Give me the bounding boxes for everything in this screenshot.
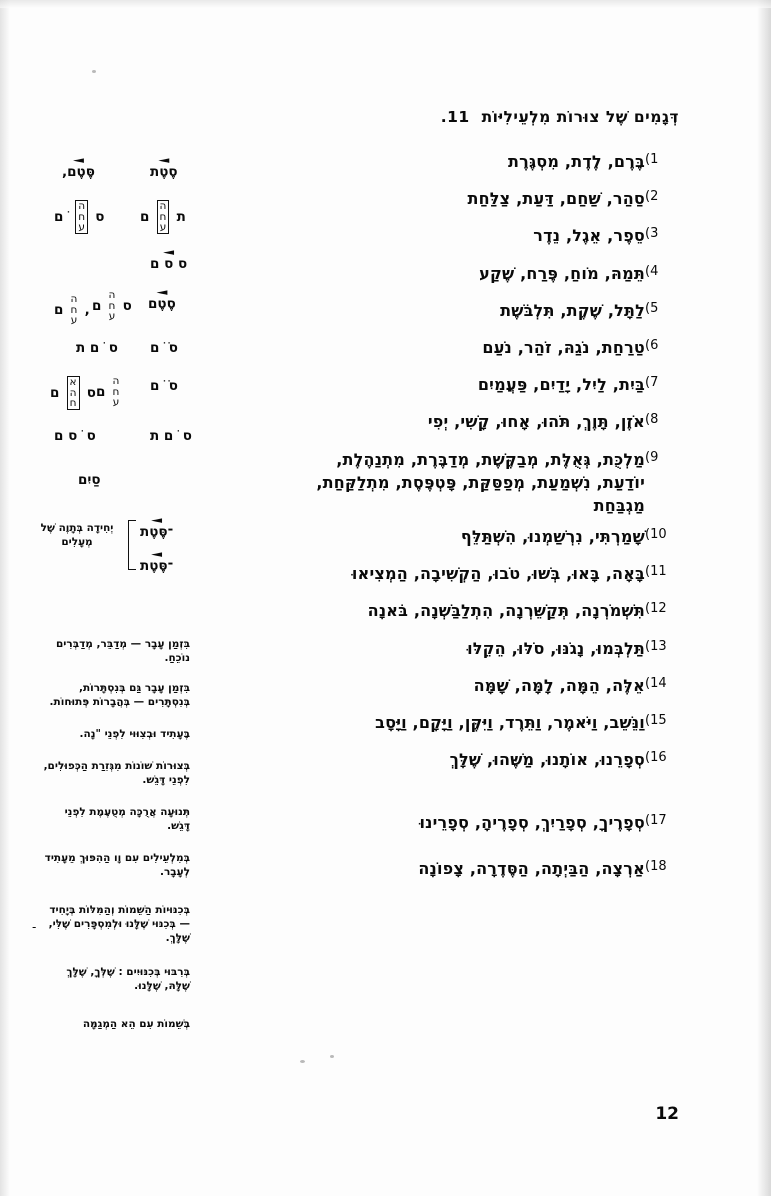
paradigm-form: ס ס ם	[150, 256, 188, 272]
caret-icon: ◄	[158, 156, 170, 166]
paradigm-form: סֶטֶם	[148, 296, 176, 312]
entry-index: (4	[645, 263, 659, 279]
page-number: 12	[655, 1104, 679, 1124]
entry-text: סַהַר, שַׁחַם, דַּעַת, צַלַּחַת	[467, 189, 645, 209]
entry-index: (8	[645, 412, 659, 428]
paradigm-group-2	[54, 200, 104, 234]
entry-index: (16	[645, 750, 667, 766]
paradigm-form: סַיִם	[78, 472, 101, 488]
caret-icon: ◄	[151, 516, 163, 526]
section-heading	[441, 108, 679, 126]
paradigm-form: ם	[54, 301, 64, 318]
paradigm-group-7	[150, 428, 192, 444]
paradigm-form: ס	[86, 384, 96, 401]
paradigm-group-2b	[140, 200, 186, 234]
entry-line-3: מַגְבַּחַת	[593, 495, 645, 515]
list-item	[209, 562, 679, 585]
paradigm-form: ֹ ם	[54, 208, 69, 225]
entry-list	[209, 150, 679, 894]
paradigm-group-8	[78, 472, 101, 488]
list-item	[209, 674, 679, 697]
paradigm-group-4c	[54, 294, 90, 326]
entry-index: (18	[645, 858, 667, 874]
entry-text: אֹזֶן, תָּוֶךְ, תֹּהוּ, אָחוּ, קָשִׁי, יְפִי	[427, 412, 645, 432]
entry-text: סְפָרֶיךָ, סְפָרַיִךְ, סְפָרֶיהָ, סְפָרֵינוּ	[419, 813, 645, 833]
margin-note: בְּכִנּוּיוֹת הַשֵּׁמוֹת וְהַמִּלּוֹת בְּיָחִיד — בְּכִנּוּי שֶׁלָּנוּ וּלְמִסְפָּרִים שֶׁלִּי, שֶׁלָּךְ.	[48, 904, 190, 944]
paradigm-form: סֶּטֶם,	[62, 164, 95, 180]
margin-note: בִּזְמַן עָבָר גַּם בְּנִסְתָּרוֹת, בְּנִסְתָּרִים — בְּהֲבָרוֹת פְּתוּחוֹת.	[49, 682, 190, 708]
entry-text: שָׁמַרְתִּי, נִרְשַׁמְנוּ, הִשְׁתַּלֵּף	[460, 527, 645, 547]
paradigm-group-4b	[92, 290, 132, 322]
paradigm-form: ם	[50, 384, 60, 401]
paradigm-form: ,	[84, 301, 90, 318]
entry-text: בָּאָה, בָּאוּ, בְּשׁוּ, טֹבוּ, הַקְשִׁיבָה, הַמְצִיאוּ	[351, 564, 645, 584]
paradigm-group-6c	[50, 376, 96, 410]
paradigm-form: ת	[176, 208, 186, 225]
list-item	[209, 448, 679, 518]
list-item	[209, 187, 679, 210]
entry-text: סְפָרֵנוּ, אוֹתָנוּ, מַשֶּׁהוּ, שֶׁלָּךְ	[449, 750, 645, 770]
list-item	[209, 857, 679, 880]
margin-note: בְּמִלְעֵילִים עִם וָו הַהִפּוּךְ מֵעָתִיד לְעָבָר.	[44, 852, 190, 878]
list-item	[209, 150, 679, 173]
paradigm-col: ה ח ע	[112, 375, 120, 408]
paradigm-form: ם	[92, 297, 102, 314]
paradigm-form: ם	[140, 208, 150, 225]
paradigm-group-1	[150, 158, 178, 180]
paradigm-box: ה ח ע	[75, 200, 88, 234]
paradigm-form: סֶטֶת	[150, 164, 178, 180]
entry-index: (17	[645, 813, 667, 829]
caret-icon: ◄	[72, 156, 84, 166]
list-item	[209, 525, 679, 548]
paradigm-group-5b	[76, 340, 118, 356]
list-item	[209, 599, 679, 622]
list-item	[209, 410, 679, 433]
entry-text: טַרַחַת, נֹגַהּ, זֹהַר, נֹעַם	[482, 337, 645, 357]
list-item	[209, 748, 679, 771]
paradigm-form: סֹ ֹ ם	[150, 340, 178, 356]
list-item	[209, 811, 679, 834]
entry-index: (7	[645, 375, 659, 391]
margin-note: בְּצוּרוֹת שׁוֹנוֹת מִגְּזִרַת הַכְּפוּלִים, לִפְנֵי דָּגֵשׁ.	[43, 760, 190, 786]
entry-index: (12	[645, 601, 667, 617]
paradigm-group-4	[148, 290, 176, 312]
list-item	[209, 711, 679, 734]
paradigm-group-1b	[62, 158, 95, 180]
entry-index: (10	[645, 527, 667, 543]
paradigm-form: ־סֶּטֶת	[140, 524, 174, 540]
paradigm-group-9b	[140, 552, 173, 574]
paradigm-col: ה ח ע	[70, 293, 78, 326]
margin-note: בְּרִבּוּי בְּכִנּוּיִים : שֶׁלְּךָ, שֶׁלָּךְ שֶׁלָּהּ, שֶׁלָּנוּ.	[66, 966, 190, 992]
margin-note: בִּזְמַן עָבָר — מְדַבֵּר, מְדַבְּרִים נוֹכֵחַ.	[55, 638, 190, 664]
entry-index: (1	[645, 152, 659, 167]
entry-text	[209, 448, 645, 518]
paradigm-group-6b	[96, 376, 122, 408]
entry-index: (9	[645, 449, 659, 465]
entry-line-1: מַלְכֻּת, גְּאֻלֶּת, מְבַקֶּשֶׁת, מְדַבֶּרֶת, מִתְנַהֶלֶת,	[336, 449, 645, 469]
list-item	[209, 224, 679, 247]
paradigm-form: ס	[122, 297, 132, 314]
paradigm-group-9a	[140, 518, 173, 540]
paradigm-col: ה ח ע	[108, 289, 116, 322]
entry-text: אֵלֶּה, הֵמָּה, לָמָּה, שָׁמָּה	[473, 675, 645, 695]
entry-index: (3	[645, 226, 659, 242]
paradigm-form: סֹ ֹ ם	[150, 378, 178, 394]
paradigm-group-3	[150, 250, 187, 272]
caret-icon: ◄	[163, 248, 175, 258]
section-heading-text: דְּגָמִים שֶׁל צוּרוֹת מִלְעֵילִיּוֹת	[481, 108, 679, 126]
entry-text: בֶּרֶם, לֶדֶת, מִסְגֶּרֶת	[507, 152, 645, 171]
paradigm-bracket	[128, 520, 136, 570]
entry-index: (13	[645, 638, 667, 654]
paradigm-group-5	[150, 340, 178, 356]
list-item	[209, 373, 679, 396]
entry-text: לַתָּל, שֶׁקֶת, תִּלְבֹּשֶׁת	[500, 300, 645, 320]
entry-line-2: יוֹדַעַת, נִשְׁמַעַת, מְפַסַּקַּת, פָּטְפֶּסֶת, מִתְלַקַּחַת,	[316, 472, 645, 492]
entry-text: תֵּמַהּ, מֹוחַ, פֶּרַח, שֶׁקַע	[479, 263, 645, 283]
list-item	[209, 262, 679, 285]
paradigm-form: ס ֹ ס ם	[54, 428, 96, 444]
paradigm-form: ס ֹ ם ת	[76, 340, 118, 356]
paradigm-group-7b	[54, 428, 96, 444]
paradigm-form: ־סֶּטֶת	[140, 558, 174, 574]
paradigm-box: א ה ח	[67, 376, 80, 410]
list-item	[209, 637, 679, 660]
entry-index: (15	[645, 713, 667, 728]
paradigm-form: ס	[95, 208, 105, 225]
section-heading-number: 11.	[440, 108, 470, 126]
entry-text: סֵפֶר, אֵגֶל, נֵדֶר	[533, 226, 645, 246]
paradigm-form: ם	[96, 383, 106, 400]
entry-text: תַּלְבְּמוּ, נָגֹנּוּ, סֹלּוּ, הֵקֵלּוּ	[467, 638, 645, 658]
caret-icon: ◄	[156, 288, 168, 298]
paradigm-group-6	[150, 378, 178, 394]
entry-index: (6	[645, 337, 659, 353]
paradigm-box: ה ח ע	[157, 200, 170, 234]
entry-index: (2	[645, 189, 659, 205]
margin-note: תְּנוּעָה אֲרֻכָּה מְטֻעֶמֶת לִפְנֵי דָּגֵשׁ.	[64, 806, 190, 832]
entry-text: וַנֵּשֵׁב, וַיֹּאמֶר, וַתֵּרֶד, וַיִּקֶּן, וַיָּקָם, וַיָּסָב	[375, 713, 645, 732]
entry-index: (11	[645, 564, 667, 580]
paradigm-note: יְחִידָה בְּתָוֶה שֶׁל מְעָלִים	[40, 522, 114, 548]
paradigm-form: ס ֹ ם ת	[150, 428, 192, 444]
entry-text: בַּיִת, לַיִל, יָדַיִם, פַּעֲמַיִם	[477, 375, 645, 395]
caret-icon: ◄	[151, 550, 163, 560]
margin-dash: -	[32, 920, 37, 934]
margin-note: בְּשֵׁמוֹת עִם הֵא הַמְגַמָּה	[82, 1018, 190, 1030]
list-item	[209, 336, 679, 359]
entry-text: אַרְצָה, הַבַּיְתָה, הַסֶּדֶרָה, צָפוֹנָה	[418, 858, 645, 878]
list-item	[209, 299, 679, 322]
entry-index: (5	[645, 300, 659, 316]
entry-text: תִּשְׁמֹרְנָה, תְּקַשֵּׁרְנָה, הִתְלַבַּשְׁנָה, בֹּאנָה	[367, 601, 645, 621]
margin-note: בֶּעָתִיד וּבְצִוּוּי לִפְנֵי "נָה.	[79, 728, 190, 740]
entry-index: (14	[645, 675, 667, 691]
